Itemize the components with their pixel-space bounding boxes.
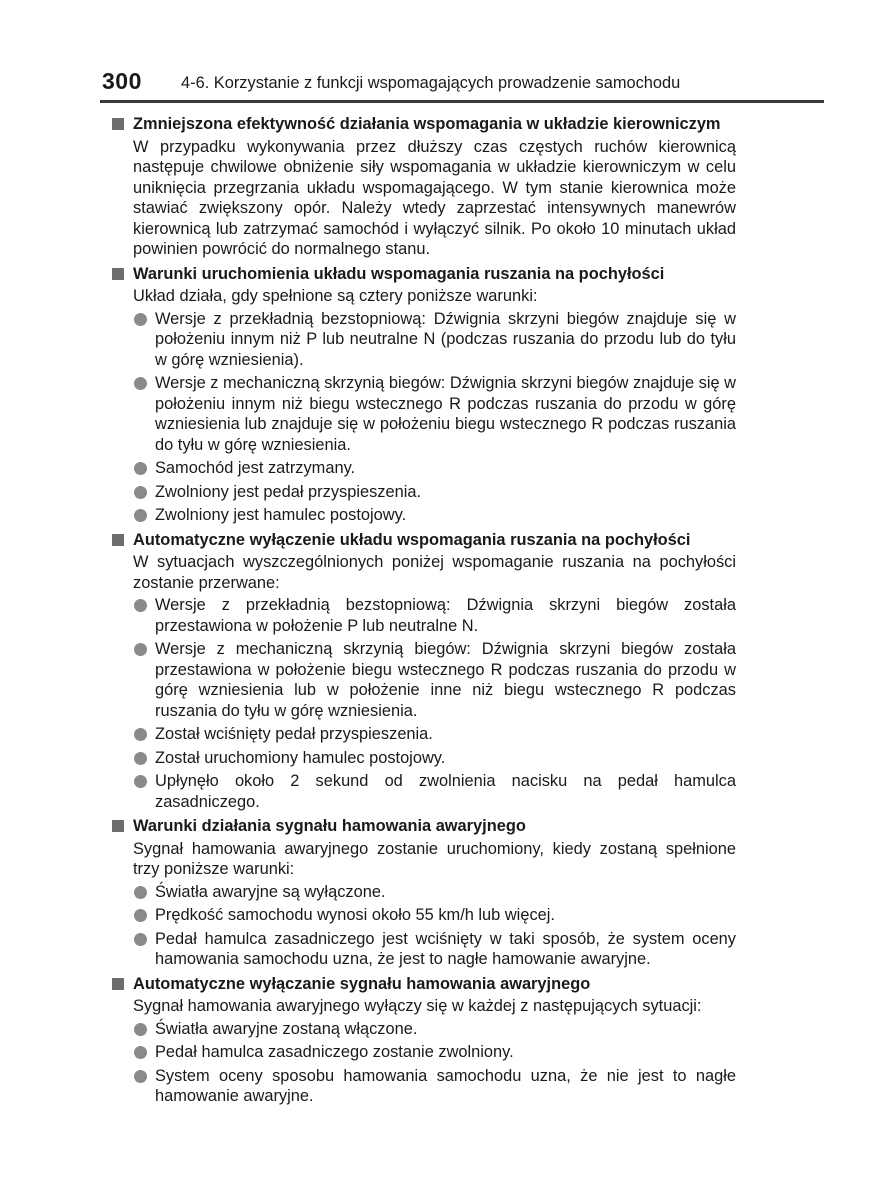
section-heading — [111, 114, 736, 135]
square-bullet-icon — [112, 534, 124, 546]
bullet-text: Został wciśnięty pedał przyspieszenia. — [155, 725, 433, 743]
section-heading — [111, 974, 736, 995]
round-bullet-icon — [134, 886, 147, 899]
bullet-text: Zwolniony jest pedał przyspieszenia. — [155, 482, 422, 501]
section-heading-text: Automatyczne wyłączanie sygnału hamowania awaryjnego — [133, 974, 591, 993]
header-divider — [100, 100, 824, 103]
round-bullet-icon — [134, 752, 147, 765]
section-heading-text: Warunki działania sygnału hamowania awaryjnego — [133, 817, 526, 835]
section — [111, 114, 736, 260]
section — [111, 974, 736, 1107]
bullet-text: Wersje z przekładnią bezstopniową: Dźwignia skrzyni biegów została przestawiona w położenie P lub neutralne N. — [155, 596, 736, 635]
section-paragraph: W przypadku wykonywania przez dłuższy czas częstych ruchów kierownicą następuje chwilowe obniżenie siły wspomagania w układzie kierowniczym w celu uniknięcia przegrzania układu wspomagającego. W tym stanie kierownica może stawiać zwiększony opór. Należy wtedy zaprzestać intensywnych manewrów kierownicą lub zatrzymać samochód i wyłączyć silnik. Po około 10 minutach układ powinien powrócić do normalnego stanu. — [133, 137, 736, 258]
round-bullet-icon — [134, 643, 147, 656]
bullet-item — [133, 771, 736, 812]
round-bullet-icon — [134, 509, 147, 522]
bullet-item — [133, 1042, 736, 1063]
square-bullet-icon — [112, 978, 124, 990]
section — [111, 530, 736, 813]
round-bullet-icon — [134, 377, 147, 390]
section-heading-text: Zmniejszona efektywność działania wspomagania w układzie kierowniczym — [133, 115, 721, 133]
round-bullet-icon — [134, 1070, 147, 1083]
bullet-item — [133, 458, 736, 479]
round-bullet-icon — [134, 775, 147, 788]
round-bullet-icon — [134, 1046, 147, 1059]
square-bullet-icon — [112, 820, 124, 832]
bullet-item — [133, 1066, 736, 1107]
bullet-text: Wersje z przekładnią bezstopniową: Dźwignia skrzyni biegów znajduje się w położeniu innym niż P lub neutralne N (podczas ruszania do przodu lub do tyłu w górę wzniesienia). — [155, 309, 736, 369]
bullet-item — [133, 724, 736, 745]
bullet-text: Światła awaryjne zostaną włączone. — [155, 1019, 418, 1038]
bullet-item — [133, 373, 736, 455]
round-bullet-icon — [134, 486, 147, 499]
page-header — [100, 66, 824, 100]
section-heading-text: Automatyczne wyłączenie układu wspomagania ruszania na pochyłości — [133, 530, 691, 549]
section-paragraph: W sytuacjach wyszczególnionych poniżej wspomaganie ruszania na pochyłości zostanie przerwane: — [133, 553, 736, 592]
bullet-text: Został uruchomiony hamulec postojowy. — [155, 748, 446, 767]
section-paragraph: Sygnał hamowania awaryjnego wyłączy się w każdej z następujących sytuacji: — [133, 997, 702, 1015]
bullet-list — [133, 1019, 736, 1107]
round-bullet-icon — [134, 909, 147, 922]
document-body — [111, 114, 736, 1111]
bullet-list — [133, 595, 736, 812]
section-heading — [111, 530, 736, 551]
bullet-item — [133, 639, 736, 721]
section-heading — [111, 264, 736, 285]
section-paragraph: Układ działa, gdy spełnione są cztery poniższe warunki: — [133, 287, 538, 305]
bullet-text: Samochód jest zatrzymany. — [155, 459, 356, 477]
bullet-item — [133, 882, 736, 903]
bullet-text: Pedał hamulca zasadniczego jest wciśnięty w taki sposób, że system oceny hamowania samochodu uzna, że jest to nagłe hamowanie awaryjne. — [155, 929, 736, 968]
bullet-item — [133, 309, 736, 371]
section-heading — [111, 816, 736, 837]
bullet-item — [133, 748, 736, 769]
section — [111, 264, 736, 526]
section-heading-text: Warunki uruchomienia układu wspomagania ruszania na pochyłości — [133, 264, 665, 283]
bullet-item — [133, 1019, 736, 1040]
round-bullet-icon — [134, 599, 147, 612]
chapter-title: 4-6. Korzystanie z funkcji wspomagających prowadzenie samochodu — [181, 74, 681, 92]
round-bullet-icon — [134, 1023, 147, 1036]
bullet-text: Wersje z mechaniczną skrzynią biegów: Dźwignia skrzyni biegów została przestawiona w położenie biegu wstecznego R podczas ruszania do przodu w górę wzniesienia lub w położenie inne niż biegu wstecznego R podczas ruszania do tyłu w górę wzniesienia. — [155, 640, 736, 720]
square-bullet-icon — [112, 118, 124, 130]
bullet-item — [133, 905, 736, 926]
bullet-text: Światła awaryjne są wyłączone. — [155, 882, 386, 901]
bullet-text: Zwolniony jest hamulec postojowy. — [155, 506, 407, 524]
square-bullet-icon — [112, 268, 124, 280]
bullet-text: Upłynęło około 2 sekund od zwolnienia nacisku na pedał hamulca zasadniczego. — [155, 772, 736, 811]
bullet-item — [133, 929, 736, 970]
section-paragraph: Sygnał hamowania awaryjnego zostanie uruchomiony, kiedy zostaną spełnione trzy poniższe warunki: — [133, 839, 736, 878]
bullet-item — [133, 482, 736, 503]
round-bullet-icon — [134, 933, 147, 946]
bullet-list — [133, 882, 736, 970]
bullet-text: Pedał hamulca zasadniczego zostanie zwolniony. — [155, 1043, 514, 1061]
bullet-item — [133, 595, 736, 636]
bullet-item — [133, 505, 736, 526]
round-bullet-icon — [134, 313, 147, 326]
bullet-text: Wersje z mechaniczną skrzynią biegów: Dźwignia skrzyni biegów znajduje się w położeniu innym niż biegu wstecznego R podczas ruszania do przodu w górę wzniesienia lub znajduje się w położeniu biegu wstecznego R podczas ruszania do tyłu w górę wzniesienia. — [155, 374, 736, 454]
bullet-list — [133, 309, 736, 526]
section — [111, 816, 736, 970]
page-number: 300 — [102, 68, 142, 94]
round-bullet-icon — [134, 462, 147, 475]
bullet-text: Prędkość samochodu wynosi około 55 km/h lub więcej. — [155, 906, 555, 924]
round-bullet-icon — [134, 728, 147, 741]
bullet-text: System oceny sposobu hamowania samochodu uzna, że nie jest to nagłe hamowanie awaryjne. — [155, 1066, 736, 1105]
